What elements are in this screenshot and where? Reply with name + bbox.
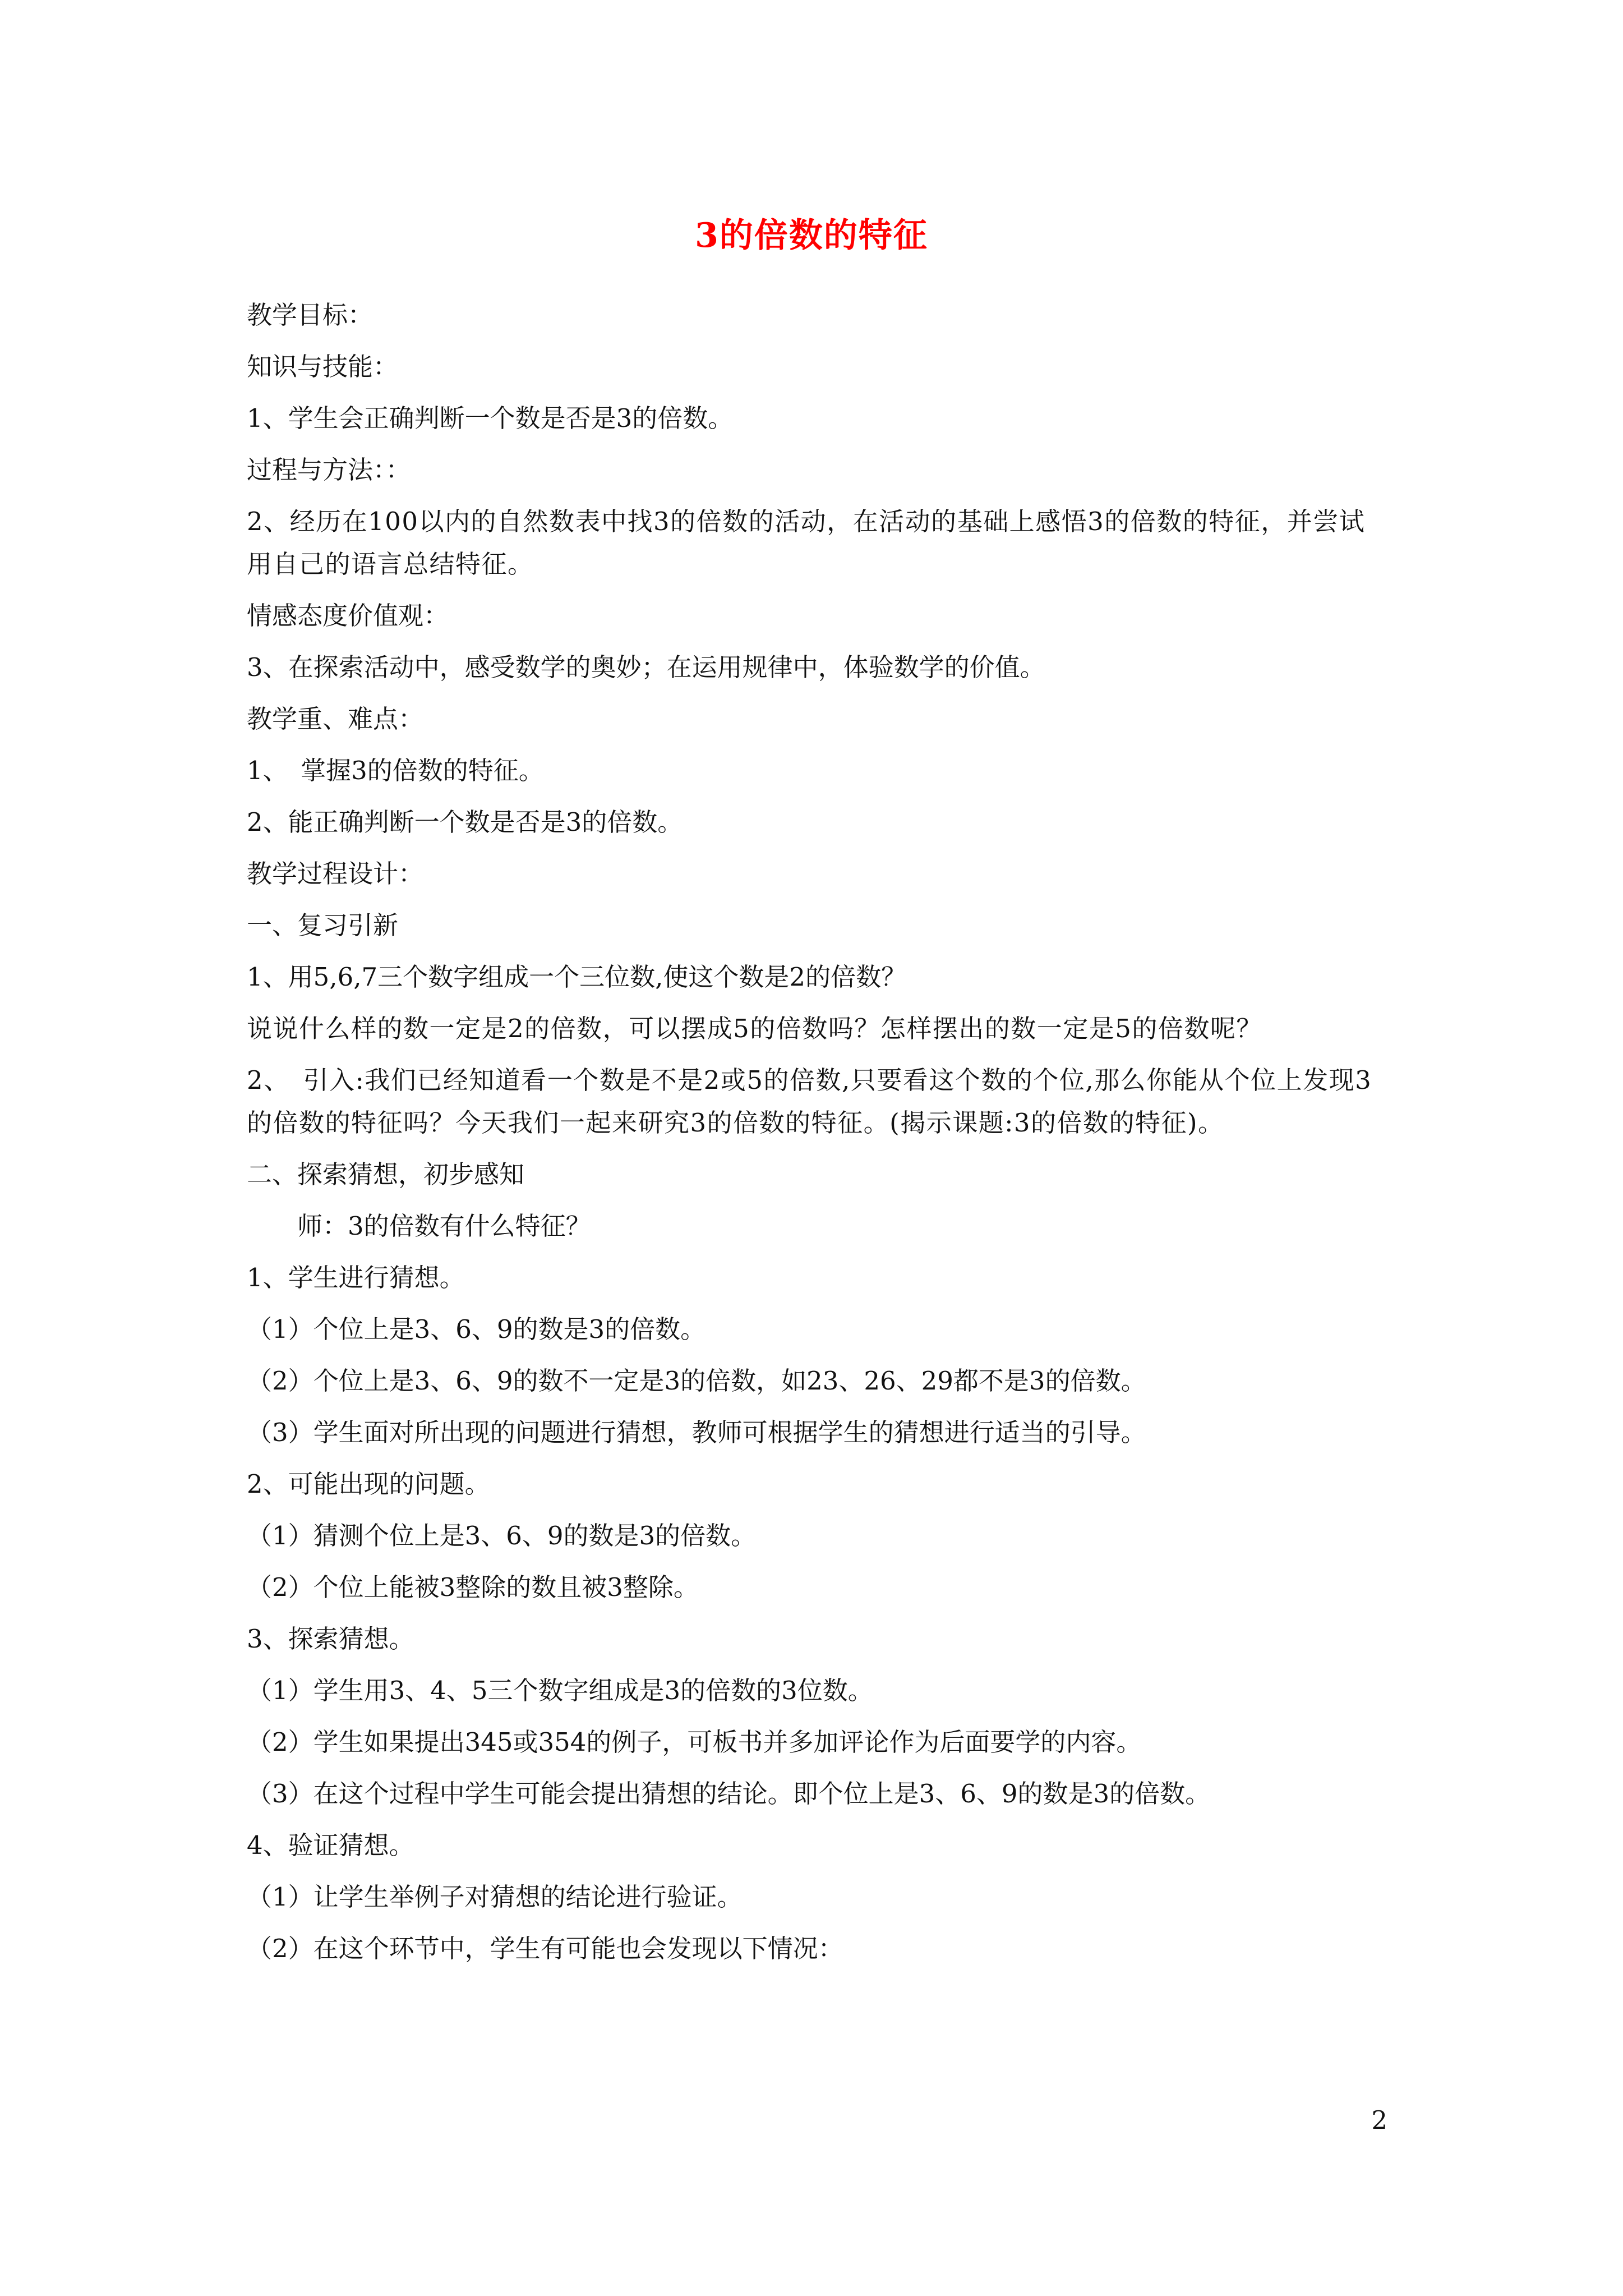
body-line: 2、能正确判断一个数是否是3的倍数。 xyxy=(247,807,683,837)
body-line: （2）个位上是3、6、9的数不一定是3的倍数，如23、26、29都不是3的倍数。 xyxy=(247,1366,1146,1396)
body-line: 二、探索猜想，初步感知 xyxy=(247,1159,525,1189)
body-line: 一、复习引新 xyxy=(247,910,399,940)
body-line: （3）在这个过程中学生可能会提出猜想的结论。即个位上是3、6、9的数是3的倍数。 xyxy=(247,1779,1211,1809)
body-line: 1、学生进行猜想。 xyxy=(247,1263,465,1292)
body-line: 3、探索猜想。 xyxy=(247,1624,414,1654)
body-line: 师：3的倍数有什么特征？ xyxy=(297,1211,591,1241)
body-paragraph: 2、经历在100以内的自然数表中找3的倍数的活动，在活动的基础上感悟3的倍数的特征，并尝试用自己的语言总结特征。 xyxy=(247,507,1366,579)
body-line: 1、学生会正确判断一个数是否是3的倍数。 xyxy=(247,403,734,433)
body-line: 教学目标： xyxy=(247,300,374,330)
body-line: 知识与技能： xyxy=(247,352,399,381)
body-line: 1、用5,6,7三个数字组成一个三位数,使这个数是2的倍数？ xyxy=(247,962,907,992)
body-line: （2）个位上能被3整除的数且被3整除。 xyxy=(247,1572,699,1602)
body-line: 过程与方法：： xyxy=(247,455,411,485)
body-line: （1）学生用3、4、5三个数字组成是3的倍数的3位数。 xyxy=(247,1676,873,1705)
body-line: 2、可能出现的问题。 xyxy=(247,1469,490,1499)
page-number: 2 xyxy=(1371,2105,1387,2135)
body-line: 教学重、难点： xyxy=(247,704,424,734)
body-line: 3、在探索活动中，感受数学的奥妙；在运用规律中，体验数学的价值。 xyxy=(247,652,1045,682)
body-line: （1）猜测个位上是3、6、9的数是3的倍数。 xyxy=(247,1521,757,1550)
body-line: （3）学生面对所出现的问题进行猜想，教师可根据学生的猜想进行适当的引导。 xyxy=(247,1418,1146,1447)
body-line: 情感态度价值观： xyxy=(247,601,449,631)
body-line: 1、 掌握3的倍数的特征。 xyxy=(247,756,544,785)
body-paragraph: 2、 引入:我们已经知道看一个数是不是2或5的倍数,只要看这个数的个位,那么你能从个位上发现3的倍数的特征吗？今天我们一起来研究3的倍数的特征。(揭示课题:3的倍数的特征)。 xyxy=(247,1065,1372,1138)
document-body xyxy=(247,294,1391,1979)
body-line: （2）学生如果提出345或354的例子，可板书并多加评论作为后面要学的内容。 xyxy=(247,1727,1142,1757)
body-paragraph: 说说什么样的数一定是2的倍数，可以摆成5的倍数吗？怎样摆出的数一定是5的倍数呢？ xyxy=(247,1014,1262,1043)
body-line: 4、验证猜想。 xyxy=(247,1830,414,1860)
document-title: 3的倍数的特征 xyxy=(695,216,928,255)
body-line: （1）个位上是3、6、9的数是3的倍数。 xyxy=(247,1314,706,1344)
body-line: 教学过程设计： xyxy=(247,859,424,889)
body-line: （1）让学生举例子对猜想的结论进行验证。 xyxy=(247,1882,743,1912)
body-line: （2）在这个环节中，学生有可能也会发现以下情况： xyxy=(247,1934,843,1963)
